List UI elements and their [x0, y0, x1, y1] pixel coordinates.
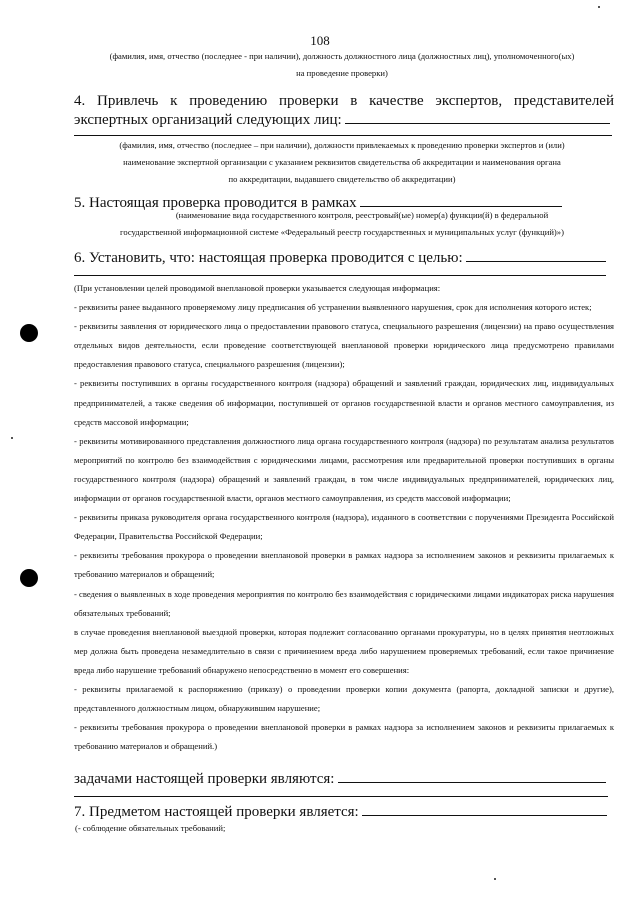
item6-paragraph-0: (При установлении целей проводимой внеплановой проверки указывается следующая информация: [74, 283, 441, 293]
item7-note: (- соблюдение обязательных требований; [75, 823, 226, 833]
item5-text: 5. Настоящая проверка проводится в рамках [74, 195, 357, 211]
official-caption-line-1: (фамилия, имя, отчество (последнее - при наличии), должность должностного лица (должностных лиц), уполномоченного(ых) [109, 51, 575, 61]
page-number: 108 [310, 33, 330, 48]
scan-speck [11, 437, 13, 439]
item4-line2 [74, 111, 614, 129]
item6-paragraph-10: - реквизиты требования прокурора о проведении внеплановой проверки в рамках надзора за исполнением законов и реквизиты прилагаемых к требованию материалов и обращений.) [74, 722, 614, 752]
item6-paragraph-6: - реквизиты требования прокурора о проведении внеплановой проверки в рамках надзора за исполнением законов и реквизиты прилагаемых к требованию материалов и обращений; [74, 550, 614, 580]
item6-paragraph-5: - реквизиты приказа руководителя органа государственного контроля (надзора), изданного в соответствии с поручениями Президента Российской Федерации, Правительства Российской Федерации; [74, 512, 614, 542]
item6-paragraph-2: - реквизиты заявления от юридического лица о предоставлении правового статуса, специального разрешения (лицензии) на право осуществления отдельных видов деятельности, если проведение соответствующей внеплановой проверки юридического лица предусмотрено правилами предоставления правового статуса, специального разрешения (лицензии); [74, 321, 614, 370]
item4-caption-3: по аккредитации, выдавшего свидетельство об аккредитации) [228, 174, 456, 184]
tasks-line [74, 770, 614, 788]
official-caption [72, 48, 612, 82]
item4-line1: 4. Привлечь к проведению проверки в качестве экспертов, представителей [74, 93, 614, 109]
binder-hole-bottom [20, 569, 38, 587]
tasks-fill-line[interactable] [338, 781, 606, 783]
item4-caption [72, 137, 612, 188]
item4-caption-1: (фамилия, имя, отчество (последнее – при наличии), должности привлекаемых к проведению проверки экспертов и (или) [119, 140, 565, 150]
item7-text: 7. Предметом настоящей проверки является: [74, 804, 359, 820]
item6-paragraph-8: в случае проведения внеплановой выездной проверки, которая подлежит согласованию органами прокуратуры, но в целях принятия неотложных мер должна быть проведена незамедлительно в связи с причинением вреда либо нарушением проверяемых требований, если такое причинение вреда либо нарушение требований обнаружено непосредственно в момент его совершения: [74, 626, 614, 675]
binder-hole-top [20, 324, 38, 342]
experts-fill-line-2[interactable] [74, 135, 612, 136]
item4-caption-2: наименование экспертной организации с указанием реквизитов свидетельства об аккредитации и наименования органа [123, 157, 561, 167]
item6-text: 6. Установить, что: настоящая проверка проводится с целью: [74, 250, 463, 266]
scan-speck [598, 6, 600, 8]
tasks-fill-line-2[interactable] [74, 796, 608, 797]
item7-line [74, 803, 614, 821]
item6-paragraph-4: - реквизиты мотивированного представления должностного лица органа государственного контроля (надзора) по результатам анализа результатов мероприятий по контролю без взаимодействия с юридическими лицами, рассмотрения или предварительной проверки поступивших в органы государственного контроля (надзора) обращений и заявлений граждан, в том числе индивидуальных предпринимателей, юридических лиц, информации от органов государственной власти, органов местного самоуправления, из средств массовой информации; [74, 435, 614, 504]
official-caption-line-2: на проведение проверки) [296, 68, 388, 78]
item6-paragraph-1: - реквизиты ранее выданного проверяемому лицу предписания об устранении выявленного нарушения, срок для исполнения которого истек; [74, 302, 592, 313]
item6-paragraph-3: - реквизиты поступивших в органы государственного контроля (надзора) обращений и заявлений граждан, юридических лиц, индивидуальных предпринимателей, а также сведения об информации, поступившей от органов государственной власти и органов местного самоуправления, из средств массовой информации; [74, 378, 614, 427]
subject-fill-line[interactable] [362, 814, 607, 816]
item6-paragraph-9: - реквизиты прилагаемой к распоряжению (приказу) о проведении проверки копии документа (рапорта, докладной записки и другие), представленного должностным лицом, обнаружившим нарушение; [74, 683, 614, 714]
experts-fill-line[interactable] [345, 122, 610, 124]
item5-caption-2: государственной информационной системе «Федеральный реестр государственных и муниципальных услуг (функций)») [120, 227, 564, 237]
purpose-fill-line[interactable] [466, 260, 606, 262]
item6-paragraph-7: - сведения о выявленных в ходе проведения мероприятия по контролю без взаимодействия с юридическими лицами индикаторах риска нарушения обязательных требований; [74, 588, 614, 618]
item4-line2-text: экспертных организаций следующих лиц: [74, 112, 342, 128]
item5-caption-1: (наименование вида государственного контроля, реестровый(ые) номер(а) функции(й) в федеральной [175, 210, 549, 220]
scan-speck [494, 878, 496, 880]
item6-body [74, 279, 614, 756]
item5-caption [72, 207, 612, 241]
tasks-text: задачами настоящей проверки являются: [74, 771, 335, 787]
item6-line [74, 249, 614, 267]
purpose-fill-line-2[interactable] [74, 275, 606, 276]
